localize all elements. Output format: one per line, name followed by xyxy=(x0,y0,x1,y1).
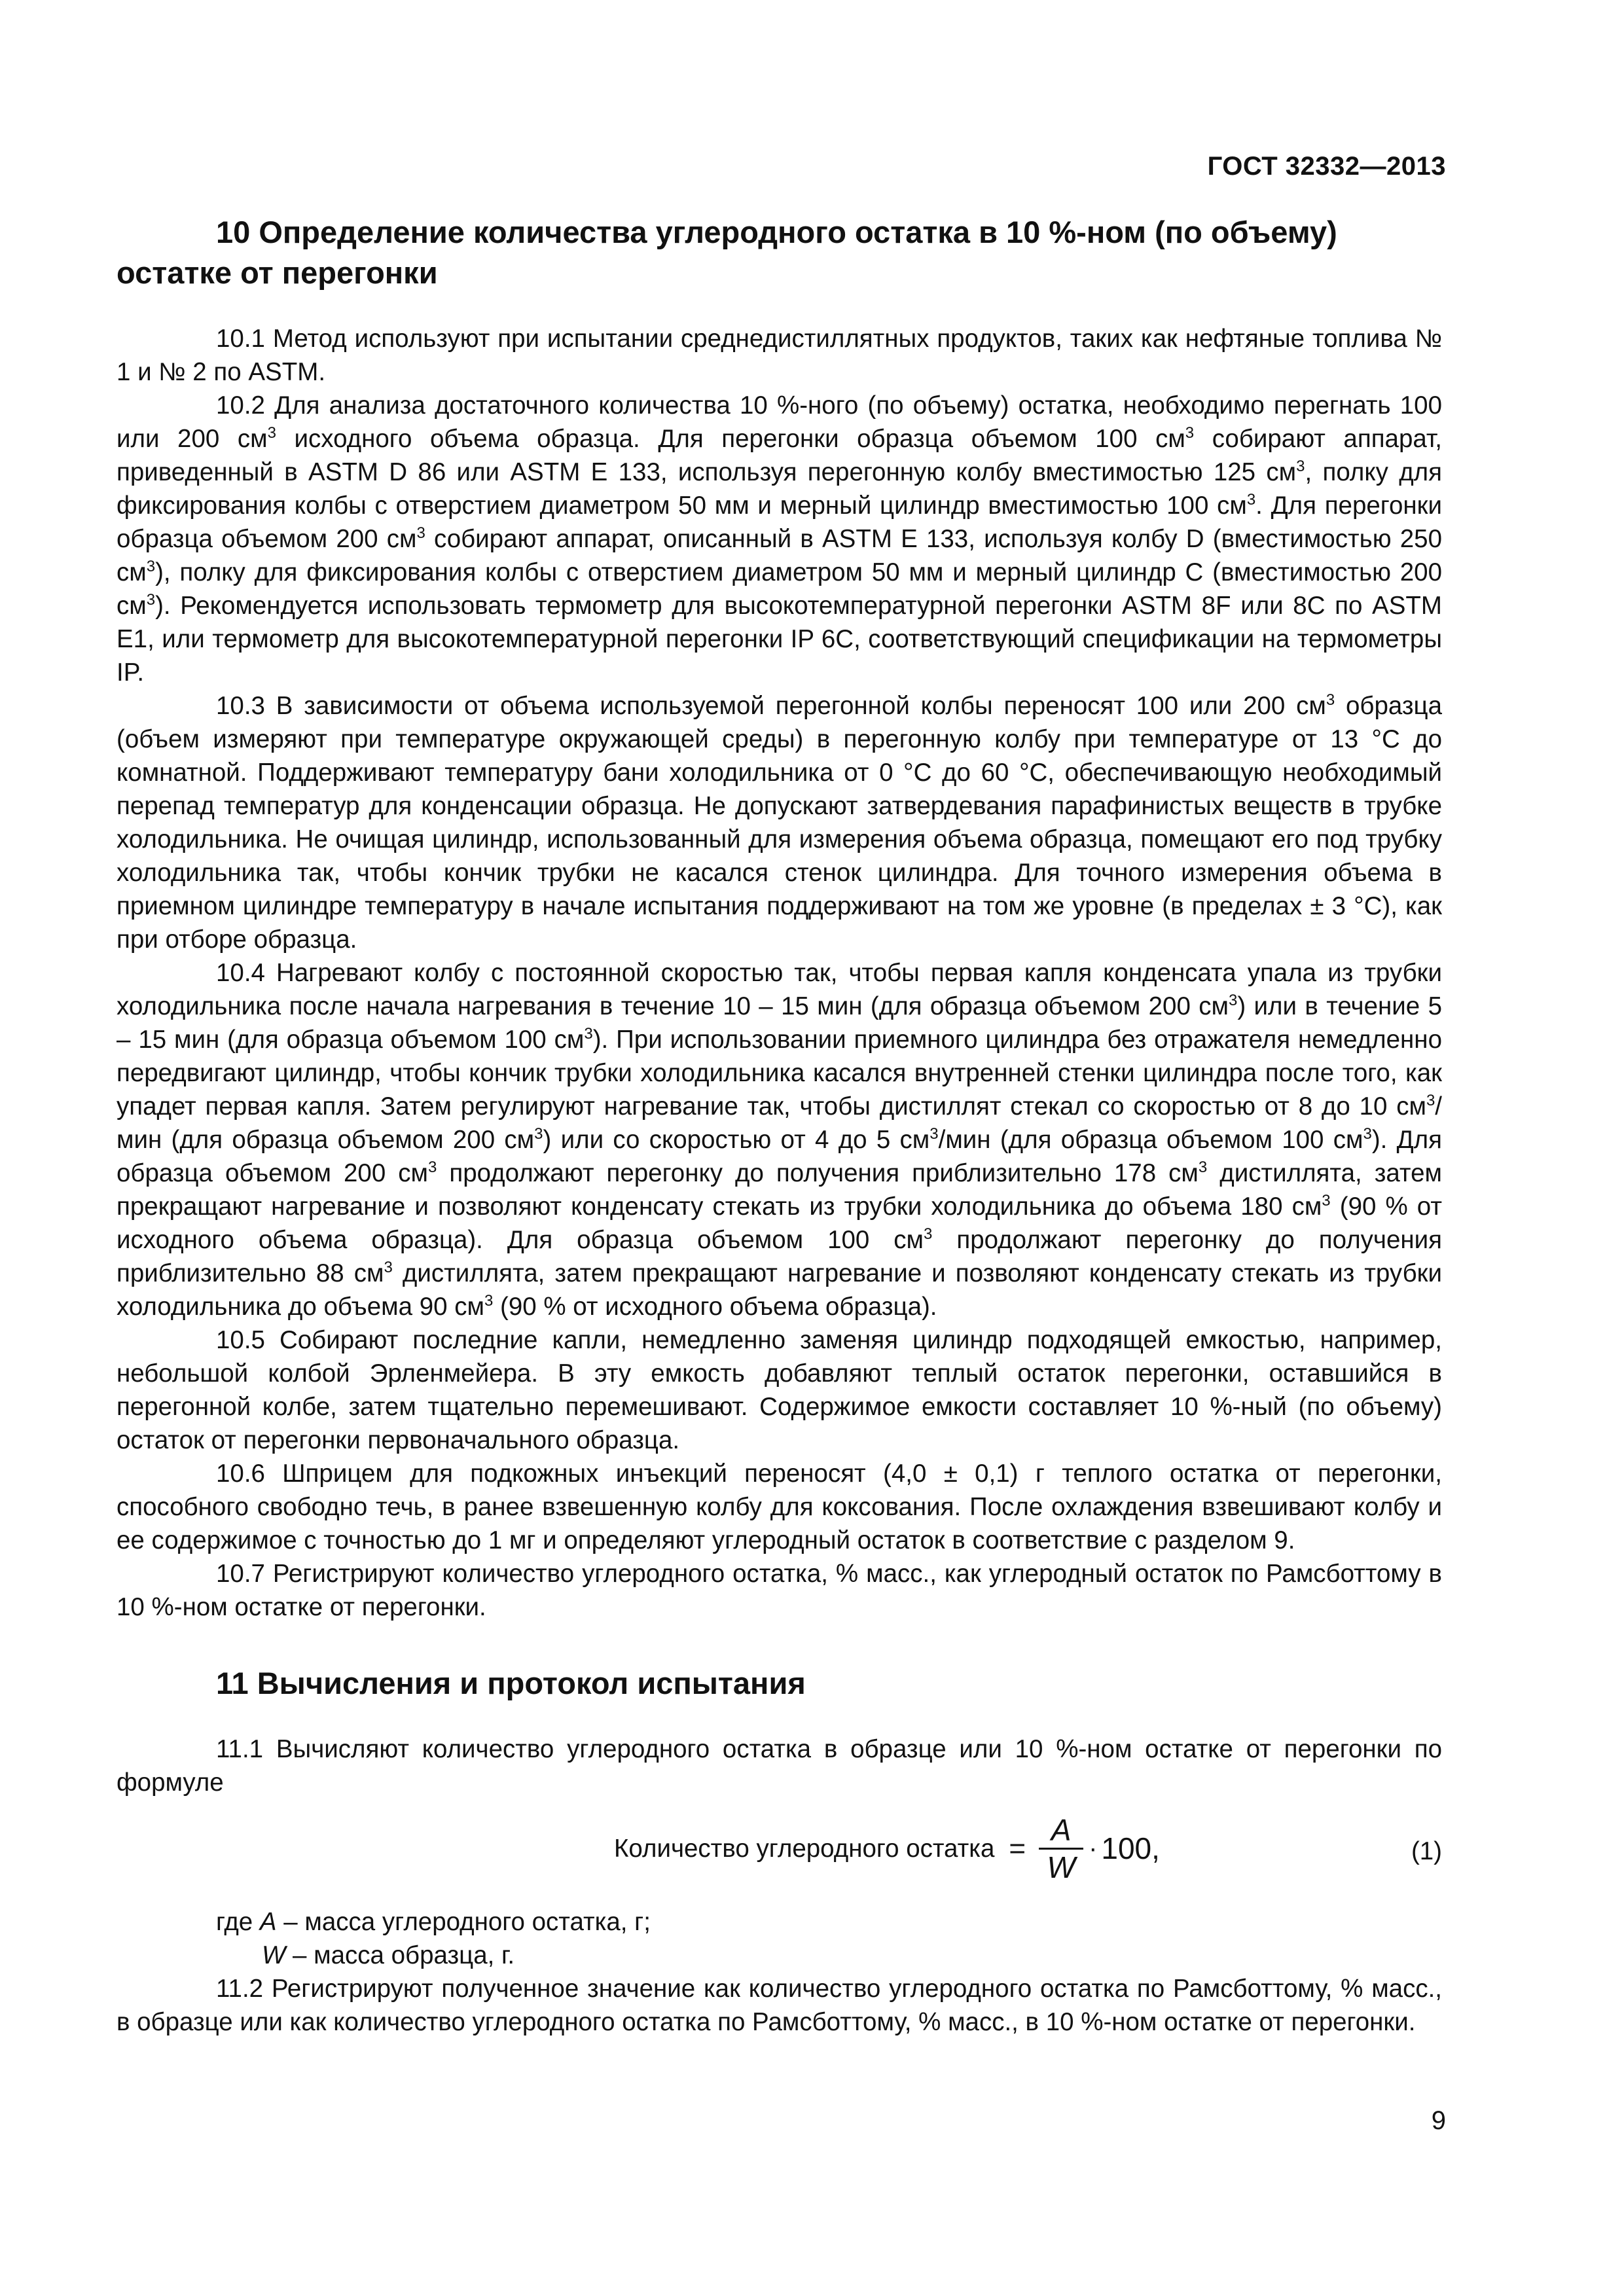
paragraph-10-1: 10.1 Метод используют при испытании среднедистиллятных продуктов, таких как нефтяные топлива № 1 и № 2 по ASTM. xyxy=(117,325,1442,386)
page-content xyxy=(117,212,1442,2039)
page-number: 9 xyxy=(1431,2106,1446,2135)
paragraph-10-6: 10.6 Шприцем для подкожных инъекций переносят (4,0 ± 0,1) г теплого остатка от перегонки, способного свободно течь, в ранее взвешенную колбу для коксования. После охлаждения взвешивают колбу и ее содержимое с точностью до 1 мг и определяют углеродный остаток в соответствие с разделом 9. xyxy=(117,1460,1442,1554)
formula-factor: 100, xyxy=(1101,1831,1160,1865)
formula-fraction xyxy=(1039,1812,1083,1885)
paragraph-11-2: 11.2 Регистрируют полученное значение как количество углеродного остатка по Рамсботтому, % масс., в образце или как количество углеродного остатка по Рамсботтому, % масс., в 10 %-ном остатке от перегонки. xyxy=(117,1975,1442,2036)
variable-a: A xyxy=(259,1908,277,1936)
section-11-heading: 11 Вычисления и протокол испытания xyxy=(216,1666,806,1700)
formula-number: (1) xyxy=(1411,1837,1442,1865)
formula-expression xyxy=(614,1812,1160,1885)
paragraph-10-3: 10.3 В зависимости от объема используемой перегонной колбы переносят 100 или 200 $см^3$ образца (объем измеряют при температуре окружающей среды) в перегонную колбу при температуре от 13 °С до комнатной. Поддерживают температуру бани холодильника от 0 °С до 60 °С, обеспечивающую необходимый перепад температур для конденсации образца. Не допускают затвердевания парафинистых веществ в трубке холодильника. Не очищая цилиндр, использованный для измерения объема образца, помещают его под трубку холодильника так, чтобы кончик трубки не касался стенок цилиндра. Для точного измерения объема в приемном цилиндре температуру в начале испытания поддерживают на том же уровне (в пределах ± 3 °С), как при отборе образца. xyxy=(117,691,1442,954)
paragraph-10-4: 10.4 Нагревают колбу с постоянной скоростью так, чтобы первая капля конденсата упала из трубки холодильника после начала нагревания в течение 10 – 15 мин (для образца объемом 200 $см^3$) или в течение 5 – 15 мин (для образца объемом 100 $см^3$). При использовании приемного цилиндра без отражателя немедленно передвигают цилиндр, чтобы кончик трубки холодильника касался внутренней стенки цилиндра после того, как упадет первая капля. Затем регулируют нагревание так, чтобы дистиллят стекал со скоростью от 8 до 10 $см^3$/мин (для образца объемом 200 $см^3$) или со скоростью от 4 до 5 $см^3$/мин (для образца объемом 100 $см^3$). Для образца объемом 200 $см^3$ продолжают перегонку до получения приблизительно 178 $см^3$ дистиллята, затем прекращают нагревание и позволяют конденсату стекать из трубки холодильника до объема 180 $см^3$ (90 % от исходного объема образца). Для образца объемом 100 $см^3$ продолжают перегонку до получения приблизительно 88 $см^3$ дистиллята, затем прекращают нагревание и позволяют конденсату стекать из трубки холодильника до объема 90 $см^3$ (90 % от исходного объема образца). xyxy=(117,959,1443,1321)
formula-numerator: A xyxy=(1051,1813,1072,1847)
variable-w: W xyxy=(262,1941,286,1969)
formula-1 xyxy=(117,1804,1442,1896)
formula-denominator: W xyxy=(1047,1850,1075,1884)
standard-code: ГОСТ 32332—2013 xyxy=(1207,152,1446,181)
paragraph-11-1: 11.1 Вычисляют количество углеродного остатка в образце или 10 %-ном остатке от перегонки по формуле xyxy=(117,1735,1442,1797)
section-10-heading: 10 Определение количества углеродного остатка в 10 %-ном (по объему) остатке от перегонки xyxy=(117,215,1337,290)
formula-equals: = xyxy=(1009,1833,1026,1865)
paragraph-10-5: 10.5 Собирают последние капли, немедленно заменяя цилиндр подходящей емкостью, например, небольшой колбой Эрленмейера. В эту емкость добавляют теплый остаток перегонки, оставшийся в перегонной колбе, затем тщательно перемешивают. Содержимое емкости составляет 10 %-ный (по объему) остаток от перегонки первоначального образца. xyxy=(117,1326,1442,1454)
where-a-line: где A – масса углеродного остатка, г; xyxy=(216,1908,651,1936)
formula-label: Количество углеродного остатка xyxy=(614,1835,995,1863)
formula-multiply-dot: · xyxy=(1089,1834,1098,1863)
where-w-line: W – масса образца, г. xyxy=(262,1941,515,1969)
paragraph-10-2: 10.2 Для анализа достаточного количества 10 %-ного (по объему) остатка, необходимо перегнать 100 или 200 $см^3$ исходного объема образца. Для перегонки образца объемом 100 $см^3$ собирают аппарат, приведенный в ASTM D 86 или ASTM E 133, используя перегонную колбу вместимостью 125 $см^3$, полку для фиксирования колбы с отверстием диаметром 50 мм и мерный цилиндр вместимостью 100 $см^3$. Для перегонки образца объемом 200 $см^3$ собирают аппарат, описанный в ASTM E 133, используя колбу D (вместимостью 250 $см^3$), полку для фиксирования колбы с отверстием диаметром 50 мм и мерный цилиндр С (вместимостью 200 $см^3$). Рекомендуется использовать термометр для высокотемпературной перегонки ASTM 8F или 8C по ASTM E1, или термометр для высокотемпературной перегонки IP 6C, соответствующий спецификации на термометры IP. xyxy=(117,391,1442,687)
paragraph-10-7: 10.7 Регистрируют количество углеродного остатка, % масс., как углеродный остаток по Рамсботтому в 10 %-ном остатке от перегонки. xyxy=(117,1560,1442,1621)
